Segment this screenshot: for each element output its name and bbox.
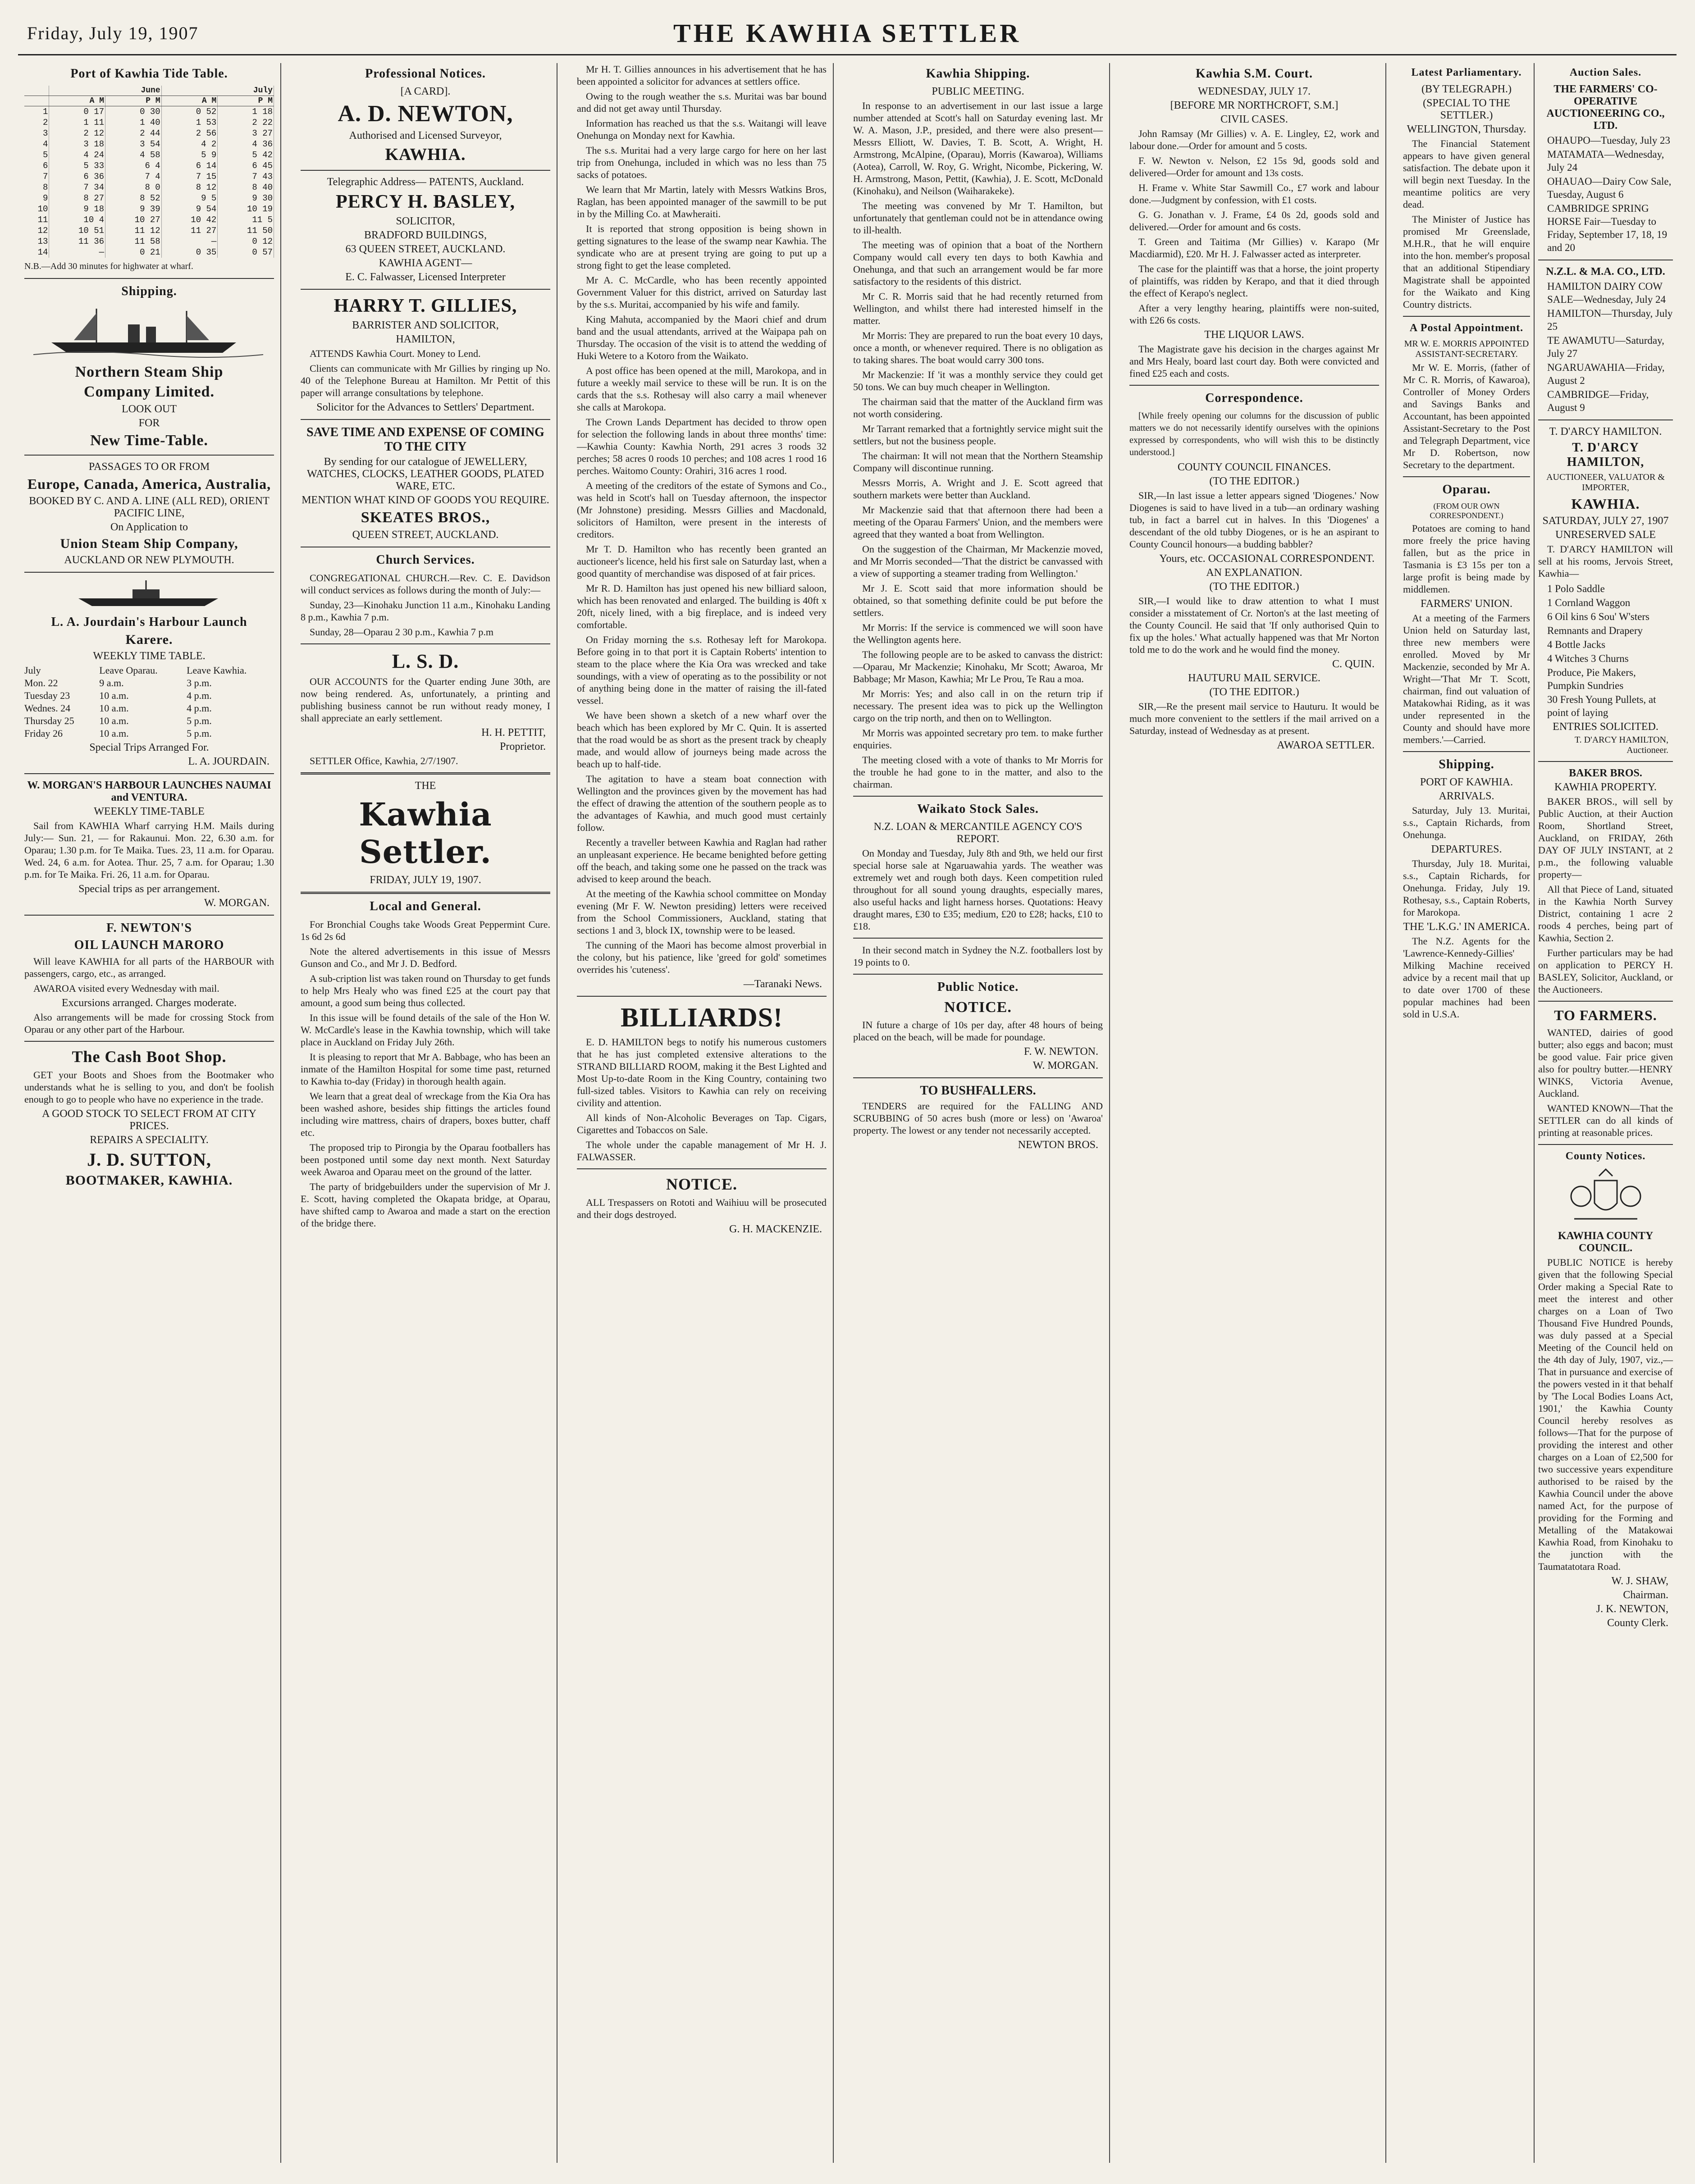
sale-item: HAMILTON DAIRY COW SALE—Wednesday, July 24 xyxy=(1547,281,1666,305)
steamship-illustration xyxy=(24,304,274,358)
baker-body: BAKER BROS., will sell by Public Auction, at their Auction Room, Shortland Street, Auckland, on FRIDAY, 26th DAY OF JULY INSTANT, at 2 p.m., the following valuable property— xyxy=(1538,796,1673,880)
local-paragraph: In this issue will be found details of the sale of the Hon W. W. McCardle's lease in the Kawhia township, which will take place in Auckland on Friday July 26th. xyxy=(301,1012,550,1048)
baker-body2: All that Piece of Land, situated in the Kawhia North Survey District, containing 1 acre 2 roods 4 perches, being part of Kawhia, Section 2. xyxy=(1538,884,1673,944)
repairs: REPAIRS A SPECIALITY. xyxy=(90,1134,209,1146)
oparau-body: Potatoes are coming to hand more freely the price having fallen, but as the price in Tasmania is £3 15s per ton a large profit is being made by middlemen. xyxy=(1403,523,1530,595)
local-paragraph: Recently a traveller between Kawhia and Raglan had rather an unpleasant experience. He became benighted before getting off the beach, and taking some one he passed on the track was advised to keep around the beach. xyxy=(577,837,827,885)
sale-item: HAMILTON—Thursday, July 25 xyxy=(1547,308,1673,332)
settler-office: SETTLER Office, Kawhia, 2/7/1907. xyxy=(310,755,458,766)
billiards-title: BILLIARDS! xyxy=(620,1003,783,1032)
county-council-body: PUBLIC NOTICE is hereby given that the following Special Order making a Special Rate to meet the interest and other charges on a Loan of Two Thousand Five Hundred Pounds, was duly passed at a Special Meeting of the Council held on the 4th day of July, 1907, viz.,—That in pursuance and exercise of the powers vested in it that behalf by 'The Local Bodies Loans Act, 1901,' the Kawhia County Council hereby resolves as follows—That for the purpose of providing the interest and other charges on a Loan of £2,500 for two successive years expenditure authorised to be raised by the Kawhia Council under the above named Act, for the purpose of providing for the Forming and Metalling of the Matakowai Kawhia Road, from Kinohaku to the junction with the Taumatatotara Road. xyxy=(1538,1257,1673,1572)
postal-body: Mr W. E. Morris, (father of Mr C. R. Morris, of Kawaroa), Controller of Money Orders and Savings Banks and Accountant, has been appointed Assistant-Secretary to the Post and Telegraph Department, vice Mr D. Robertson, now Secretary to the department. xyxy=(1403,362,1530,470)
card-label: [A CARD]. xyxy=(400,86,451,97)
nzl-sales xyxy=(1538,280,1673,414)
kawhia-shipping-title: Kawhia Shipping. xyxy=(926,67,1030,81)
liquor-laws: THE LIQUOR LAWS. xyxy=(1204,329,1304,341)
sm-court-date: WEDNESDAY, JULY 17. xyxy=(1197,86,1311,97)
month-june: June xyxy=(49,86,161,96)
beach-notice-title: NOTICE. xyxy=(944,999,1012,1016)
court-paragraph: T. Green and Taitima (Mr Gillies) v. Karapo (Mr Macdiarmid), £20. Mr H. J. Falwasser acted as interpreter. xyxy=(1129,236,1379,260)
ns-company-line2: Company Limited. xyxy=(84,383,215,400)
mail-service-title: HAUTURU MAIL SERVICE. xyxy=(1188,672,1320,684)
church-body: CONGREGATIONAL CHURCH.—Rev. C. E. Davidson will conduct services as follows during the month of July:— xyxy=(301,572,550,596)
court-paragraphs xyxy=(1129,128,1379,326)
mention-goods: MENTION WHAT KIND OF GOODS YOU REQUIRE. xyxy=(302,494,549,506)
proprietor-label: Proprietor. xyxy=(500,741,546,752)
local-paragraph: We have been shown a sketch of a new wharf over the beach which has been explored by Mr C. Quin. It is asserted that the road would be as short as the present track by cheaply made, and would allow of journeys being made across the beach up to half-tide. xyxy=(577,710,827,770)
court-paragraph: F. W. Newton v. Nelson, £2 15s 9d, goods sold and delivered—Order for amount and 13s costs. xyxy=(1129,155,1379,178)
month-july: July xyxy=(161,86,274,96)
beach-notice-body: IN future a charge of 10s per day, after 48 hours of being placed on the beach, will be made for poundage. xyxy=(853,1019,1103,1043)
union-company: Union Steam Ship Company, xyxy=(60,536,238,551)
kawhia-property: KAWHIA PROPERTY. xyxy=(1554,781,1657,793)
tide-row: 12 10 51 11 12 11 27 11 50 xyxy=(24,225,274,236)
tele-address: Telegraphic Address— PATENTS, Auckland. xyxy=(327,176,524,188)
auction-sales-title: Auction Sales. xyxy=(1569,67,1642,78)
local-paragraph: Mr R. D. Hamilton has just opened his new billiard saloon, which has been renovated and enlarged. The building is 40ft x 20ft, nicely lined, with a big fireplace, and is indeed very comfortable. xyxy=(577,583,827,630)
oparau-title: Oparau. xyxy=(1442,483,1491,497)
flag-date: FRIDAY, JULY 19, 1907. xyxy=(370,874,481,886)
meeting-paragraph: Mr Morris: Yes; and also call in on the return trip if necessary. The present idea was to pick up the Wellington cargo on the trip north, and then on to Wellington. xyxy=(853,688,1103,724)
tide-row: 8 7 34 8 0 8 12 8 40 xyxy=(24,182,274,193)
ns-for: FOR xyxy=(138,417,160,429)
ad-newton-sub: Authorised and Licensed Surveyor, xyxy=(349,130,502,141)
mail-service-sig: AWAROA SETTLER. xyxy=(1277,739,1375,751)
farmers-coop: THE FARMERS' CO-OPERATIVE AUCTIONEERING CO., LTD. xyxy=(1546,83,1665,132)
beach-notice-sig1: F. W. NEWTON. xyxy=(1024,1046,1098,1058)
waikato-stock-body: On Monday and Tuesday, July 8th and 9th, we held our first special horse sale at Ngaruawahia yards. The weather was extremely wet and rough both days. Keen competition ruled throughout for all sound young draughts, especially mares, also useful hacks and light harness horses. Quotations: Heavy draught mares, £30 to £35; medium, £20 to £28; hacks, £10 to £18. xyxy=(853,848,1103,932)
farmers-coop-sales xyxy=(1538,134,1673,254)
local-paragraph: A meeting of the creditors of the estate of Symons and Co., was held in Scott's hall on Tuesday afternoon, the inspector (Mr Johnstone) presiding. Messrs Gillies and Macdonald, solicitors of Hamilton, were present in the interests of creditors. xyxy=(577,480,827,540)
local-paragraph: The s.s. Muritai had a very large cargo for here on her last trip from Onehunga, included in which was no less than 75 sacks of potatoes. xyxy=(577,145,827,180)
local-paragraph: Note the altered advertisements in this issue of Messrs Gunson and Co., and Mr J. D. Bedford. xyxy=(301,946,550,969)
sale-lot: 1 Cornland Waggon xyxy=(1547,597,1631,608)
flag-the: THE xyxy=(415,780,436,792)
tide-table: June July A M P M A M P M 1 0 17 0 30 0 52 1 18 2 1 11 1 40 1 53 2 22 3 2 12 2 44 2 56 3 27 4 3 18 3 54 4 2 4 36 5 4 24 4 58 5 9 5 42 6 5 33 6 4 6 14 6 45 7 6 36 7 4 7 15 7 43 8 7 34 8 0 8 12 8 40 9 8 27 8 52 9 5 9 30 10 9 18 9 39 9 54 10 19 11 10 4 10 27 10 42 11 5 12 10 51 11 12 11 27 11 50 13 11 36 11 58 — 0 12 14 — 0 21 0 35 0 57 xyxy=(24,86,274,258)
parliament-paragraph: The Minister of Justice has promised Mr Greenslade, M.H.R., that he will enquire into the hon. member's proposal that an additional Stipendiary Magistrate shall be appointed for the Waikato and King Country districts. xyxy=(1403,214,1530,310)
column-5 xyxy=(1123,63,1386,2163)
launch-name: Karere. xyxy=(125,632,173,647)
schedule-row: Wednes. 24 10 a.m. 4 p.m. xyxy=(24,702,212,714)
unreserved-sale: UNRESERVED SALE xyxy=(1555,529,1656,541)
arrangements: Also arrangements will be made for crossing Stock from Oparau or any other part of the Harbour. xyxy=(24,1012,274,1035)
local-general-title: Local and General. xyxy=(370,899,481,913)
public-meeting: PUBLIC MEETING. xyxy=(932,86,1024,97)
county-clerk-label: County Clerk. xyxy=(1607,1617,1668,1629)
local-general-continued xyxy=(577,63,827,976)
sale-lots xyxy=(1538,582,1673,719)
schedule-row: Tuesday 23 10 a.m. 4 p.m. xyxy=(24,690,212,701)
issue-date: Friday, July 19, 1907 xyxy=(27,23,199,43)
column-2 xyxy=(294,63,557,2163)
pettit-signature: H. H. PETTIT, xyxy=(481,727,546,739)
lkg-body: The N.Z. Agents for the 'Lawrence-Kennedy-Gillies' Milking Machine received advice by a recent mail that up to date over 1700 of these popular machines had been sold in U.S.A. xyxy=(1403,935,1530,1020)
meeting-paragraph: The meeting closed with a vote of thanks to Mr Morris for the trouble he had gone to in the matter, and also to the chairman. xyxy=(853,754,1103,790)
parliament-paragraphs xyxy=(1403,137,1530,310)
apply: On Application to xyxy=(110,521,188,533)
sale-lot: 4 Bottle Jacks xyxy=(1547,639,1606,650)
sale-item: OHAUAO—Dairy Cow Sale, Tuesday, August 6 xyxy=(1547,176,1672,200)
tide-row: 10 9 18 9 39 9 54 10 19 xyxy=(24,204,274,214)
sm-court-title: Kawhia S.M. Court. xyxy=(1196,67,1313,81)
gillies-place: HAMILTON, xyxy=(396,333,455,345)
awaroa-note: AWAROA visited every Wednesday with mail. xyxy=(33,983,219,994)
passages-places: Europe, Canada, America, Australia, xyxy=(27,476,271,492)
to-editor-1: (TO THE EDITOR.) xyxy=(1209,475,1299,487)
launch-title: L. A. Jourdain's Harbour Launch xyxy=(51,615,247,629)
local-general-paragraphs xyxy=(301,918,550,1229)
mail-service-body: SIR,—Re the present mail service to Hauturu. It would be much more convenient to the settlers if the mail arrived on a Saturday, instead of Wednesday as at present. xyxy=(1129,701,1379,736)
tdarcy-name: T. D'ARCY HAMILTON, xyxy=(1567,441,1645,469)
county-council-title: KAWHIA COUNTY COUNCIL. xyxy=(1558,1230,1654,1254)
masthead xyxy=(18,9,1677,55)
ad-newton-name: A. D. NEWTON, xyxy=(338,101,513,127)
local-paragraph: A sub-cription list was taken round on Thursday to get funds to help Mrs Healy who was fined £25 at the court pay that amount, a good sum being thus collected. xyxy=(301,973,550,1008)
tdarcy-kawhia: KAWHIA. xyxy=(1571,496,1640,512)
newton-launch-title: F. NEWTON'S xyxy=(106,921,192,935)
county-finances-body: SIR,—In last issue a letter appears signed 'Diogenes.' Now Diogenes is said to have lived in a tub—an ordinary washing tub, in fact a barrel cut in halves. In this 'Diogenes' a descendant of the old tubby Diogenes, or is he an aspirant to County Council honours—a budding babbler? xyxy=(1129,490,1379,550)
tdarcy-body: T. D'ARCY HAMILTON will sell at his rooms, Jervois Street, Kawhia— xyxy=(1538,543,1673,579)
meeting-paragraph: Mr Mackenzie said that that afternoon there had been a meeting of the Oparau Farmers' Union, and the members were agreed that they wanted a boat from Wellington. xyxy=(853,504,1103,540)
meeting-paragraph: The chairman said that the matter of the Auckland firm was not worth considering. xyxy=(853,396,1103,419)
meeting-paragraph: Mr Morris: If the service is commenced we will soon have the Wellington agents here. xyxy=(853,622,1103,645)
local-paragraph: On Friday morning the s.s. Rothesay left for Marokopa. Before going in to that port it is Captain Roberts' intention to steam to the place where the Kia Ora was wrecked and take soundings, with a view of operating as to the possibility or not of anything being done in the matter of raising the ill-fated vessel. xyxy=(577,634,827,706)
column-4 xyxy=(847,63,1110,2163)
newspaper-page xyxy=(18,9,1677,2172)
passages: PASSAGES TO OR FROM xyxy=(88,461,210,473)
kawhia-agent: KAWHIA AGENT— xyxy=(379,257,472,269)
meeting-paragraph: In response to an advertisement in our last issue a large number attended at Scott's hall on Saturday evening last. Mr W. A. Mason, J.P., presided, and there were also present—Messrs Elliott, W. Davies, T. B. Scott, A. Wright, H. Armstrong, McAlpine, (Oparau), Morris (Kawaroa), Williams (Aotea), Carroll, W. Roy, G. Wright, Nicombe, Pickering, W. H. Armstrong, Mason, Pettit, (Kawhia), J. E. Scott, McDonald (Kinohaku), and Neilson (Waiharakeke). xyxy=(853,100,1103,196)
meeting-paragraph: The meeting was convened by Mr T. Hamilton, but unfortunately that gentleman could not be in attendance owing to ill-health. xyxy=(853,200,1103,236)
meeting-paragraph: The chairman: It will not mean that the Northern Steamship Company will discontinue running. xyxy=(853,450,1103,474)
meeting-paragraph: Mr Tarrant remarked that a fortnightly service might suit the settlers, but not the business people. xyxy=(853,423,1103,447)
chairman-label: Chairman. xyxy=(1623,1589,1668,1601)
sm-court-before: [BEFORE MR NORTHCROFT, S.M.] xyxy=(1170,100,1339,111)
postal-title: A Postal Appointment. xyxy=(1409,322,1524,334)
bushfallers-title: TO BUSHFALLERS. xyxy=(920,1084,1036,1098)
explanation-sig: C. QUIN. xyxy=(1332,658,1375,670)
meeting-paragraph: Mr C. R. Morris said that he had recently returned from Wellington, and whilst there had interested himself in the matter. xyxy=(853,291,1103,326)
entries-solicited: ENTRIES SOLICITED. xyxy=(1553,721,1658,733)
tide-row: 7 6 36 7 4 7 15 7 43 xyxy=(24,171,274,182)
tide-row: 11 10 4 10 27 10 42 11 5 xyxy=(24,214,274,225)
parliament-title: Latest Parliamentary. xyxy=(1411,67,1522,78)
local-paragraph: Information has reached us that the s.s. Waitangi will leave Onehunga on Monday next for Kawhia. xyxy=(577,118,827,141)
tdarcy-date: SATURDAY, JULY 27, 1907 xyxy=(1542,515,1669,527)
liquor-body: The Magistrate gave his decision in the charges against Mr and Mrs Healy, board last court day. Both were convicted and fined £25 each and costs. xyxy=(1129,343,1379,379)
sale-lot: 4 Witches 3 Churns xyxy=(1547,653,1629,664)
sale-item: OHAUPO—Tuesday, July 23 xyxy=(1547,135,1671,146)
lsd-title: L. S. D. xyxy=(392,650,459,672)
tdarcy-small: T. D'ARCY HAMILTON. xyxy=(1549,426,1662,438)
correspondence-note: [While freely opening our columns for the discussion of public matters we do not necessarily identify ourselves with the opinions expressed by correspondents, who will wish this to be distinctly understood.] xyxy=(1129,411,1379,457)
launch-schedule: July Leave Oparau. Leave Kawhia. Mon. 22 9 a.m. 3 p.m. Tuesday 23 10 a.m. 4 p.m. Wednes. 24 10 a.m. 4 p.m. Thursday 25 10 a.m. 5 p.m. Friday 26 10 a.m. 5 p.m. xyxy=(24,664,274,740)
good-stock: A GOOD STOCK TO SELECT FROM AT CITY PRICES. xyxy=(42,1108,256,1132)
by-telegraph: (BY TELEGRAPH.) xyxy=(1421,83,1512,95)
public-notice-title: Public Notice. xyxy=(937,980,1019,994)
civil-cases: CIVIL CASES. xyxy=(1220,114,1288,125)
basley-solicitor: SOLICITOR, xyxy=(396,215,455,227)
ns-lookout: LOOK OUT xyxy=(122,403,177,415)
tide-row: 5 4 24 4 58 5 9 5 42 xyxy=(24,150,274,160)
arrivals-body: Saturday, July 13. Muritai, s.s., Captain Richards, from Onehunga. xyxy=(1403,805,1530,840)
local-paragraph: King Mahuta, accompanied by the Maori chief and drum band and the usual attendants, arrived at the Waipapa pah on Thursday. The occasion of the visit is to attend the wedding of Huki Wetere to a Kotoro from the Waikato. xyxy=(577,314,827,361)
explanation-title: AN EXPLANATION. xyxy=(1206,567,1302,579)
local-paragraph: The Crown Lands Department has decided to throw open for selection the following lands in about three months' time:—Kawhia County: Kawhia North, 291 acres 3 roods 32 perches; 58 acres 0 roods 10 perches; and 108 acres 1 rood 16 perches. Waitomo County: Orahiri, 316 acres 1 rood. xyxy=(577,416,827,476)
tide-note: N.B.—Add 30 minutes for highwater at wharf. xyxy=(24,261,193,271)
ns-company-line1: Northern Steam Ship xyxy=(75,364,224,380)
sale-item: CAMBRIDGE—Friday, August 9 xyxy=(1547,389,1649,413)
baker-body3: Further particulars may be had on application to PERCY H. BASLEY, Solicitor, Auckland, or the Auctioneers. xyxy=(1538,947,1673,995)
morgan-special: Special trips as per arrangement. xyxy=(78,883,220,895)
billiards-beverages: All kinds of Non-Alcoholic Beverages on Tap. Cigars, Cigarettes and Tobaccos on Sale. xyxy=(577,1112,827,1135)
baker-bros-title: BAKER BROS. xyxy=(1569,767,1642,779)
newton-launch-name: OIL LAUNCH MARORO xyxy=(74,938,224,952)
shaw-signature: W. J. SHAW, xyxy=(1611,1575,1668,1587)
tdarcy-sub: AUCTIONEER, VALUATOR & IMPORTER, xyxy=(1546,472,1665,492)
local-paragraph: The cunning of the Maori has become almost proverbial in the colony, but his patience, like 'greed for gold' sometimes overrides his 'cuteness'. xyxy=(577,939,827,975)
newton-bros: NEWTON BROS. xyxy=(1018,1139,1098,1151)
departures-body: Thursday, July 18. Muritai, s.s., Captain Richards, for Onehunga. Friday, July 19. Rothesay, s.s., Captain Roberts, for Marokopa. xyxy=(1403,858,1530,918)
launch-illustration xyxy=(24,578,274,610)
local-paragraph: For Bronchial Coughs take Woods Great Peppermint Cure. 1s 6d 2s 6d xyxy=(301,919,550,942)
basley-name: PERCY H. BASLEY, xyxy=(336,191,515,212)
flag-kawhia-settler: Kawhia Settler. xyxy=(359,796,492,871)
gillies-clients: Clients can communicate with Mr Gillies by ringing up No. 40 of the Telephone Bureau at Hamilton. Mr Pettit of this paper will arrange consultations by telephone. xyxy=(301,363,550,398)
special-trips: Special Trips Arranged For. xyxy=(89,742,209,753)
to-editor-3: (TO THE EDITOR.) xyxy=(1209,686,1299,698)
nzl-title: N.Z.L. & M.A. CO., LTD. xyxy=(1546,266,1665,278)
local-paragraph: The party of bridgebuilders under the supervision of Mr J. E. Scott, having completed the Okapata bridge, at Oparau, have shifted camp to Awaroa and made a start on the erection of the bridge there. xyxy=(301,1181,550,1229)
tide-row: 4 3 18 3 54 4 2 4 36 xyxy=(24,139,274,150)
church-title: Church Services. xyxy=(376,553,475,567)
beach-notice-sig2: W. MORGAN. xyxy=(1033,1060,1098,1071)
local-paragraph: Mr T. D. Hamilton who has recently been granted an auctioneer's licence, held his first sale on Saturday last, when a good quantity of merchandise was disposed of at fair prices. xyxy=(577,543,827,579)
ad-newton-place: KAWHIA. xyxy=(385,145,466,164)
morgan-body: Sail from KAWHIA Wharf carrying H.M. Mails during July:— Sun. 21, — for Rakaunui. Mon. 22, 6.30 a.m. for Oparau; 1.30 p.m. for Te Maika. Tues. 23, 11 a.m. for Oparau. Wed. 24, 6 a.m. for Aotea. Thur. 25, 7 a.m. for Oparau; 1.30 p.m. for Te Maika. Fri. 26, 11 a.m. for Oparau. xyxy=(24,820,274,880)
meeting-paragraph: Mr Morris was appointed secretary pro tem. to make further enquiries. xyxy=(853,727,1103,751)
tide-table-title: Port of Kawhia Tide Table. xyxy=(70,67,228,81)
sutton-trade: BOOTMAKER, KAWHIA. xyxy=(65,1173,233,1188)
church-sunday-23: Sunday, 23—Kinohaku Junction 11 a.m., Kinohaku Landing 8 p.m., Kawhia 7 p.m. xyxy=(301,599,550,623)
farmers-union-title: FARMERS' UNION. xyxy=(1421,598,1512,610)
local-paragraph: It is reported that strong opposition is being shown in getting signatures to the lease of the swamp near Kawhia. The syndicate who are at present trying are going to put up a strong fight to get the lease completed. xyxy=(577,223,827,271)
arrivals-title: ARRIVALS. xyxy=(1439,790,1494,802)
morgan-weekly: WEEKLY TIME-TABLE xyxy=(94,806,205,817)
taranaki-credit: —Taranaki News. xyxy=(743,978,822,990)
local-paragraph: At the meeting of the Kawhia school committee on Monday evening (Mr F. W. Newton presiding) letters were received from the School Commissioners, Auckland, stating that sections 1 and 3, block IX, township were to be leased. xyxy=(577,888,827,936)
tide-rows xyxy=(24,106,274,258)
local-paragraph: We learn that a great deal of wreckage from the Kia Ora has been washed ashore, besides ship fittings the articles found including wire mattress, chairs of drapers, boxes butter, chaff etc. xyxy=(301,1090,550,1138)
schedule-row: Thursday 25 10 a.m. 5 p.m. xyxy=(24,715,212,726)
save-time-body: By sending for our catalogue of JEWELLERY, WATCHES, CLOCKS, LEATHER GOODS, PLATED WARE, ETC. xyxy=(306,456,544,492)
tide-row: 3 2 12 2 44 2 56 3 27 xyxy=(24,128,274,139)
local-paragraph: It is pleasing to report that Mr A. Babbage, who has been an inmate of the Hamilton Hospital for some time past, returned to Kawhia to-day (Friday) in thorough health again. xyxy=(301,1051,550,1087)
meeting-paragraph: Mr J. E. Scott said that more information should be obtained, so that something definite could be put before the settlers. xyxy=(853,583,1103,618)
bradford: BRADFORD BUILDINGS, xyxy=(364,229,487,241)
gillies-sub: BARRISTER AND SOLICITOR, xyxy=(352,319,499,331)
meeting-paragraph: Mr Mackenzie: If 'it was a monthly service they could get 50 tons. We can buy much cheaper in Wellington. xyxy=(853,369,1103,392)
column-3 xyxy=(571,63,834,2163)
rugby-result: In their second match in Sydney the N.Z. footballers lost by 19 points to 0. xyxy=(853,944,1103,968)
meeting-paragraph: The meeting was of opinion that a boat of the Northern Company would call every ten days to both Kawhia and Onehunga, and that such an arrangement would be far more satisfactory to the residents of this district. xyxy=(853,239,1103,287)
sale-lot: 30 Fresh Young Pullets, at point of laying xyxy=(1547,694,1656,718)
mackenzie-signature: G. H. MACKENZIE. xyxy=(729,1223,822,1235)
sale-item: TE AWAMUTU—Saturday, July 27 xyxy=(1547,335,1664,359)
church-sunday-28: Sunday, 28—Oparau 2 30 p.m., Kawhia 7 p.m xyxy=(310,626,493,638)
union-locations: AUCKLAND OR NEW PLYMOUTH. xyxy=(64,554,234,566)
sale-lot: Produce, Pie Makers, Pumpkin Sundries xyxy=(1547,667,1636,691)
sutton-name: J. D. SUTTON, xyxy=(87,1149,211,1170)
lsd-body: OUR ACCOUNTS for the Quarter ending June 30th, are now being rendered. As, unfortunately, a printing and publishing business cannot be run without ready money, I shall appreciate an early settlement. xyxy=(301,676,550,724)
explanation-body: SIR,—I would like to draw attention to what I must consider a misstatement of Cr. Norton's at the last meeting of the County Council. He said that 'If only authorised Quin to fix up the holes.' What actually happened was that Mr Norton told me to do the work and he would find the money. xyxy=(1129,595,1379,655)
kawhia-agent-name: E. C. Falwasser, Licensed Interpreter xyxy=(345,271,506,283)
column-6b xyxy=(1535,63,1677,2163)
bushfallers-body: TENDERS are required for the FALLING AND SCRUBBING of 50 acres bush (more or less) on 'Awaroa' property. The lowest or any tender not necessarily accepted. xyxy=(853,1100,1103,1136)
entries-sig: T. D'ARCY HAMILTON, Auctioneer. xyxy=(1574,735,1668,755)
billiards-body: E. D. HAMILTON begs to notify his numerous customers that he has just completed extensive alterations to the STRAND BILLIARD ROOM, making it the Best Lighted and Most Up-to-date Room in the King Country, containing two full-sized tables. Visitors to Kawhia can rely on receiving civility and attention. xyxy=(577,1036,827,1108)
waikato-stock-title: Waikato Stock Sales. xyxy=(917,802,1039,816)
farmers-union-body: At a meeting of the Farmers Union held on Saturday last, three new members were enrolled. Moved by Mr Mackenzie, seconded by Mr A. Wright—'That Mr T. Scott, chairman, find out valuation of Matakowhai Riding, as it was under represented in the County and should have more members.'—Carried. xyxy=(1403,612,1530,745)
weekly-timetable: WEEKLY TIME TABLE. xyxy=(93,650,206,662)
to-farmers-title: TO FARMERS. xyxy=(1554,1007,1657,1023)
gillies-name: HARRY T. GILLIES, xyxy=(334,296,517,316)
cash-boot-body: GET your Boots and Shoes from the Bootmaker who understands what he is selling to you, and don't be foolish enough to go to people who have no experience in the trade. xyxy=(24,1069,274,1105)
cash-boot-title: The Cash Boot Shop. xyxy=(72,1048,227,1066)
tide-row: 1 0 17 0 30 0 52 1 18 xyxy=(24,106,274,118)
gillies-advances: Solicitor for the Advances to Settlers' Department. xyxy=(316,401,535,413)
meeting-paragraph: On the suggestion of the Chairman, Mr Mackenzie moved, and Mr Morris seconded—'That the district be canvassed with a view of supporting a steamer trading from Wellington.' xyxy=(853,543,1103,579)
sale-lot: Remnants and Drapery xyxy=(1547,625,1643,636)
port-of-kawhia: PORT OF KAWHIA. xyxy=(1420,776,1513,788)
county-finances-sig: Yours, etc. OCCASIONAL CORRESPONDENT. xyxy=(1159,553,1375,565)
column-6a xyxy=(1399,63,1535,2163)
ns-timetable: New Time-Table. xyxy=(90,432,208,449)
sale-lot: 1 Polo Saddle xyxy=(1547,583,1605,594)
jourdain-signature: L. A. JOURDAIN. xyxy=(188,756,270,767)
sale-item: NGARUAWAHIA—Friday, August 2 xyxy=(1547,362,1665,386)
queen-st: 63 QUEEN STREET, AUCKLAND. xyxy=(345,243,506,255)
sale-item: MATAMATA—Wednesday, July 24 xyxy=(1547,149,1664,173)
wanted-known: WANTED KNOWN—That the SETTLER can do all kinds of printing at reasonable prices. xyxy=(1538,1103,1673,1138)
port-shipping-title: Shipping. xyxy=(1439,757,1494,771)
to-editor-2: (TO THE EDITOR.) xyxy=(1209,581,1299,593)
shipping-meeting-paragraphs xyxy=(853,100,1103,790)
local-paragraph: The agitation to have a steam boat connection with Wellington and the provinces given by the movement has had the effect of drawing the attention of the southern people as to the advantages of Kawhia, and much good must certainly follow. xyxy=(577,773,827,833)
court-paragraph: H. Frame v. White Star Sawmill Co., £7 work and labour done.—Judgment by confession, with £1 costs. xyxy=(1129,182,1379,205)
sale-item: CAMBRIDGE SPRING HORSE Fair—Tuesday to Friday, September 17, 18, 19 and 20 xyxy=(1547,203,1668,253)
tide-row: 2 1 11 1 40 1 53 2 22 xyxy=(24,117,274,128)
paper-title: THE KAWHIA SETTLER xyxy=(673,18,1021,48)
sale-lot: 6 Oil kins 6 Sou' W'sters xyxy=(1547,611,1650,622)
parliament-paragraph: The Financial Statement appears to have given general satisfaction. The debate upon it will begin next Tuesday. In the meantime politics are very dead. xyxy=(1403,138,1530,210)
county-finances-title: COUNTY COUNCIL FINANCES. xyxy=(1177,461,1331,473)
coat-of-arms-illustration xyxy=(1561,1167,1651,1226)
skeates-address: QUEEN STREET, AUCKLAND. xyxy=(352,529,499,541)
court-paragraph: The case for the plaintiff was that a horse, the joint property of plaintiffs, was ridden by Kerapo, and that it died through the effect of Kerapo's neglect. xyxy=(1129,263,1379,299)
local-paragraph: Owing to the rough weather the s.s. Muritai was bar bound and did not get away until Thursday. xyxy=(577,91,827,114)
tide-row: 6 5 33 6 4 6 14 6 45 xyxy=(24,160,274,171)
schedule-row: Friday 26 10 a.m. 5 p.m. xyxy=(24,728,212,739)
postal-sub: MR W. E. MORRIS APPOINTED ASSISTANT-SECRETARY. xyxy=(1404,339,1529,359)
tide-row: 9 8 27 8 52 9 5 9 30 xyxy=(24,193,274,204)
local-paragraph: A post office has been opened at the mill, Marokopa, and in future a weekly mail service to these will be run. It is on the cards that the s.s. Rothesay will also carry a mail whenever she calls at Marokopa. xyxy=(577,365,827,413)
excursions: Excursions arranged. Charges moderate. xyxy=(61,997,237,1009)
meeting-paragraph: The following people are to be asked to canvass the district:—Oparau, Mr Mackenzie; Kinohaku, Mr Scott; Awaroa, Mr Babbage; Mr Mason, Kawhia; Mr Le Prou, Te Rau a moa. xyxy=(853,649,1103,684)
special-settler: (SPECIAL TO THE SETTLER.) xyxy=(1423,97,1510,121)
save-time-headline: SAVE TIME AND EXPENSE OF COMING TO THE CITY xyxy=(306,425,544,454)
county-notices-title: County Notices. xyxy=(1565,1150,1646,1162)
wanted-dairies: WANTED, dairies of good butter; also eggs and bacon; must be good value. Fair price given also for poultry butter.—HENRY WINKS, Victoria Avenue, Auckland. xyxy=(1538,1027,1673,1099)
local-paragraph: Mr A. C. McCardle, who has been recently appointed Government Valuer for this district, arrived on Saturday last by the s.s. Muritai, accompanied by his wife and family. xyxy=(577,274,827,310)
newton-launch-body: Will leave KAWHIA for all parts of the HARBOUR with passengers, cargo, etc., as arranged. xyxy=(24,956,274,979)
wellington-date: WELLINGTON, Thursday. xyxy=(1407,123,1526,135)
billiards-management: The whole under the capable management of Mr H. J. FALWASSER. xyxy=(577,1139,827,1163)
departures-title: DEPARTURES. xyxy=(1431,844,1502,855)
gillies-body: ATTENDS Kawhia Court. Money to Lend. xyxy=(310,348,481,359)
morgan-title: W. MORGAN'S HARBOUR LAUNCHES NAUMAI and VENTURA. xyxy=(27,780,271,803)
jknewton-signature: J. K. NEWTON, xyxy=(1596,1603,1668,1615)
lkg-title: THE 'L.K.G.' IN AMERICA. xyxy=(1403,921,1530,933)
waikato-stock-sub: N.Z. LOAN & MERCANTILE AGENCY CO'S REPORT. xyxy=(873,821,1083,845)
tide-row: 14 — 0 21 0 35 0 57 xyxy=(24,247,274,258)
local-paragraph: The proposed trip to Pirongia by the Oparau footballers has been postponed until some day next month. Next Saturday week Awaroa and Oparau meet on the ground of the latter. xyxy=(301,1142,550,1177)
oparau-sub: (FROM OUR OWN CORRESPONDENT.) xyxy=(1430,502,1503,520)
column-1 xyxy=(18,63,281,2163)
local-paragraph: We learn that Mr Martin, lately with Messrs Watkins Bros, Raglan, has been appointed manager of the sawmill to be put in by the Milling Co. at Mawheraiti. xyxy=(577,184,827,219)
tide-row: 13 11 36 11 58 — 0 12 xyxy=(24,236,274,247)
local-paragraph: Mr H. T. Gillies announces in his advertisement that he has been appointed a solicitor for advances at settlers office. xyxy=(577,64,827,87)
trespass-notice-body: ALL Trespassers on Rototi and Waihiuu will be prosecuted and their dogs destroyed. xyxy=(577,1197,827,1220)
meeting-paragraph: Mr Morris: They are prepared to run the boat every 10 days, once a month, or whenever required. There is no obligation as to taking shares. The boat would carry 300 tons. xyxy=(853,330,1103,365)
prof-notices-title: Professional Notices. xyxy=(365,67,486,81)
trespass-notice-title: NOTICE. xyxy=(666,1175,738,1193)
skeates-name: SKEATES BROS., xyxy=(361,509,490,526)
booked-by: BOOKED BY C. AND A. LINE (ALL RED), ORIENT PACIFIC LINE, xyxy=(29,495,270,519)
court-paragraph: G. G. Jonathan v. J. Frame, £4 0s 2d, goods sold and delivered.—Order for amount and 6s costs. xyxy=(1129,209,1379,233)
column-6 xyxy=(1399,63,1677,2163)
meeting-paragraph: Messrs Morris, A. Wright and J. E. Scott agreed that southern markets were better than Auckland. xyxy=(853,477,1103,501)
morgan-signature: W. MORGAN. xyxy=(204,897,270,909)
court-paragraph: After a very lengthy hearing, plaintiffs were non-suited, with £26 6s costs. xyxy=(1129,302,1379,326)
court-paragraph: John Ramsay (Mr Gillies) v. A. E. Lingley, £2, work and labour done.—Order for amount and 5 costs. xyxy=(1129,128,1379,151)
shipping-title: Shipping. xyxy=(121,284,177,298)
correspondence-title: Correspondence. xyxy=(1205,391,1303,405)
schedule-row: Mon. 22 9 a.m. 3 p.m. xyxy=(24,677,212,688)
